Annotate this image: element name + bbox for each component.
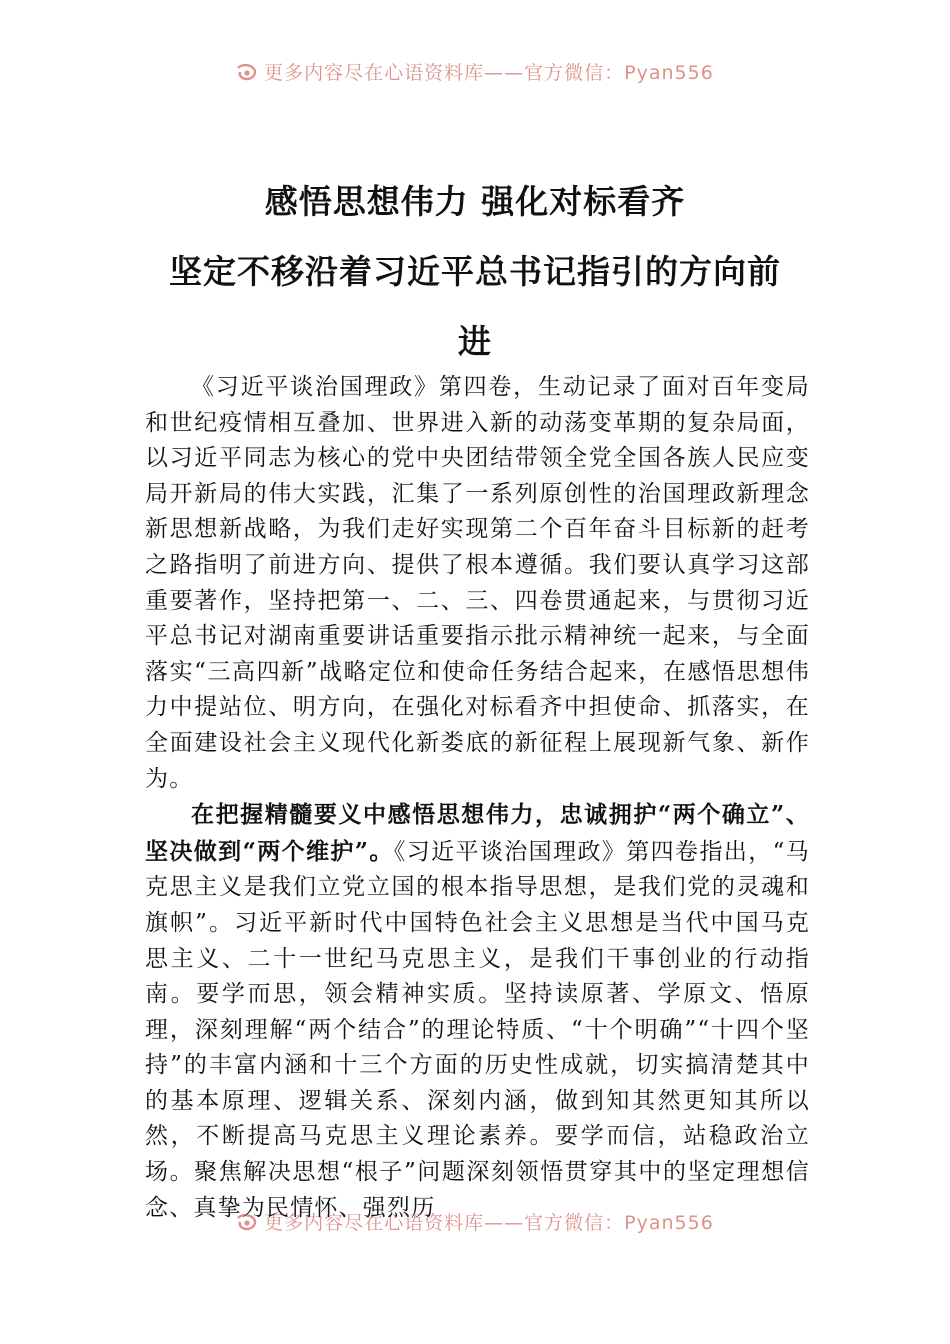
title-line-3: 进 xyxy=(458,322,492,361)
header-watermark xyxy=(0,58,950,85)
header-watermark-text: 更多内容尽在心语资料库——官方微信：Pyan556 xyxy=(264,62,714,84)
footer-watermark-text: 更多内容尽在心语资料库——官方微信：Pyan556 xyxy=(264,1212,714,1234)
footer-watermark xyxy=(0,1208,950,1235)
title-line-2: 坚定不移沿着习近平总书记指引的方向前 xyxy=(169,252,781,291)
xinyu-logo-icon xyxy=(236,1214,258,1232)
paragraph-section-1 xyxy=(145,797,810,1226)
title-line-1: 感悟思想伟力 强化对标看齐 xyxy=(264,182,686,221)
paragraph-intro: 《习近平谈治国理政》第四卷，生动记录了面对百年变局和世纪疫情相互叠加、世界进入新的动荡变革期的复杂局面，以习近平同志为核心的党中央团结带领全党全国各族人民应变局开新局的伟大实践，汇集了一系列原创性的治国理政新理念新思想新战略，为我们走好实现第二个百年奋斗目标新的赶考之路指明了前进方向、提供了根本遵循。我们要认真学习这部重要著作，坚持把第一、二、三、四卷贯通起来，与贯彻习近平总书记对湖南重要讲话重要指示批示精神统一起来，与全面落实“三高四新”战略定位和使命任务结合起来，在感悟思想伟力中提站位、明方向，在强化对标看齐中担使命、抓落实，在全面建设社会主义现代化新娄底的新征程上展现新气象、新作为。 xyxy=(145,374,810,792)
section-1-heading: 在把握精髓要义中感悟思想伟力，忠诚拥护“两个确立”、坚决做到“两个维护”。 xyxy=(145,801,810,865)
xinyu-logo-icon xyxy=(236,64,258,82)
article-body xyxy=(145,370,810,1226)
section-1-text: 《习近平谈治国理政》第四卷指出，“马克思主义是我们立党立国的根本指导思想，是我们党的灵魂和旗帜”。习近平新时代中国特色社会主义思想是当代中国马克思主义、二十一世纪马克思主义，是我们干事创业的行动指南。要学而思，领会精神实质。坚持读原著、学原文、悟原理，深刻理解“两个结合”的理论特质、“十个明确”“十四个坚持”的丰富内涵和十三个方面的历史性成就，切实搞清楚其中的基本原理、逻辑关系、深刻内涵，做到知其然更知其所以然，不断提高马克思主义理论素养。要学而信，站稳政治立场。聚焦解决思想“根子”问题深刻领悟贯穿其中的坚定理想信念、真挚为民情怀、强烈历 xyxy=(145,838,810,1221)
